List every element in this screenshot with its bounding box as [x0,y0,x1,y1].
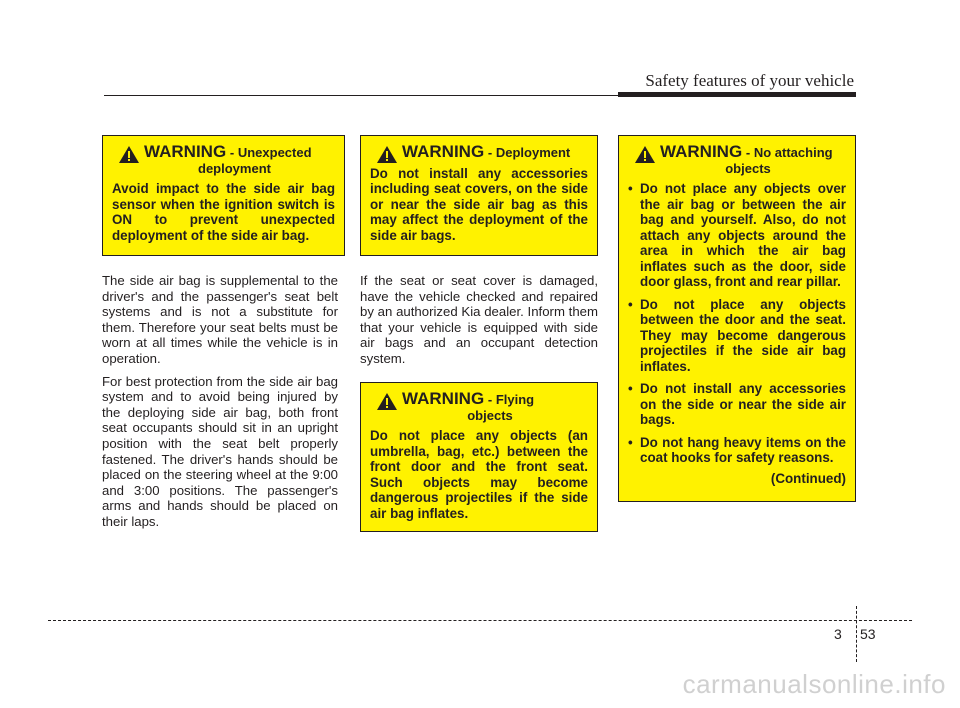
footer-dashed-divider [856,606,857,662]
warning-heading [370,391,588,423]
warning-word: WARNING [402,389,485,408]
chapter-number: 3 [834,626,842,642]
body-paragraph: The side air bag is supplemental to the driver's and the passenger's seat belt systems and is not a substitute for them. Therefore your seat belts must be worn at all times while the vehicle is in operation. [102,273,338,366]
warning-heading [370,144,588,161]
continued-label: (Continued) [770,470,846,486]
warning-box-flying-objects [360,382,598,532]
warning-body: Do not install any accessories including seat covers, on the side or near the side air bag as this may affect the deployment of the side air bags. [370,165,588,243]
body-paragraph: For best protection from the side air bag system and to avoid being injured by the deploying side air bag, both front seat occupants should sit in an upright position with the seat belt properly fastened. The driver's hands should be placed on the steering wheel at the 9:00 and 3:00 positions. The passenger's arms and hands should be placed on their laps. [102,373,338,529]
warning-word: WARNING [144,142,227,161]
warning-triangle-icon [377,146,397,163]
body-column-middle [360,273,598,374]
watermark: carmanualsonline.info [682,669,946,699]
warning-body: Avoid impact to the side air bag sensor when the ignition switch is ON to prevent unexpected deployment of the side air bag. [112,181,335,243]
warning-subtitle: - No attaching [745,145,833,160]
warning-word: WARNING [402,142,485,161]
warning-subtitle-line2: deployment [198,160,271,176]
warning-box-deployment [360,135,598,256]
warning-heading [628,144,846,176]
header-rule-thick [618,92,856,97]
warning-triangle-icon [377,393,397,410]
warning-body: Do not place any objects (an umbrella, bag, etc.) between the front door and the front seat. Such objects may become dangerous projectiles if the side air bag inflates. [370,428,588,521]
warning-list-item: • Do not install any accessories on the side or near the side air bags. [628,381,846,428]
page-header-title: Safety features of your vehicle [645,71,854,90]
page-number: 53 [860,626,876,642]
warning-list-item: • Do not place any objects between the door and the seat. They may become dangerous projectiles if the side air bag inflates. [628,297,846,375]
warning-subtitle: - Flying [487,392,535,407]
warning-subtitle-line2: objects [725,160,771,176]
body-paragraph: If the seat or seat cover is damaged, have the vehicle checked and repaired by an authorized Kia dealer. Inform them that your vehicle is equipped with side air bags and an occupant detection system. [360,273,598,366]
footer-dashed-rule [48,620,912,621]
warning-word: WARNING [660,142,743,161]
warning-box-no-attaching-objects [618,135,856,502]
warning-triangle-icon [635,146,655,163]
warning-subtitle-line2: objects [467,407,513,423]
warning-list-item: • Do not place any objects over the air bag or between the air bag and yourself. Also, do not attach any objects around the area in which the air bag inflates such as the door, side door glass, front and rear pillar. [628,181,846,290]
warning-box-unexpected-deployment [102,135,345,256]
warning-list [628,181,846,466]
header-rule-thin [104,95,620,96]
warning-subtitle: - Deployment [487,145,571,160]
warning-list-item: • Do not hang heavy items on the coat hooks for safety reasons. [628,435,846,466]
warning-triangle-icon [119,146,139,163]
body-column-left [102,273,338,537]
warning-subtitle: - Unexpected [229,145,312,160]
warning-heading [112,144,335,176]
